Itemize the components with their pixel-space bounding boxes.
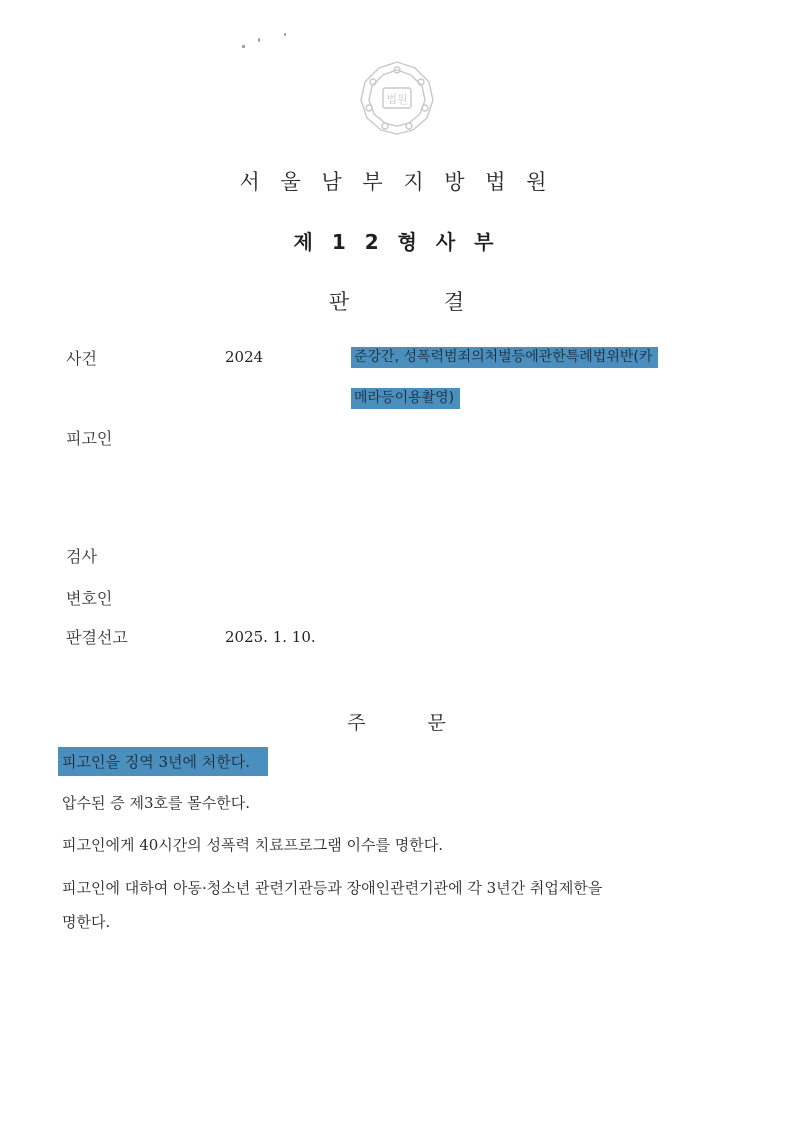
case-name-line1-text: 준강간, 성폭력범죄의처벌등에관한특례법위반(카: [351, 347, 658, 368]
defense-counsel-label: 변호인: [66, 589, 113, 608]
defendant-label: 피고인: [66, 429, 113, 448]
scan-artifact: [258, 38, 260, 42]
order-sentence: 피고인을 징역 3년에 처한다.: [58, 747, 268, 776]
case-name-line2: [351, 387, 460, 407]
order-employment-restriction: 피고인에 대하여 아동·청소년 관련기관등과 장애인관련기관에 각 3년간 취업제한을: [62, 879, 603, 897]
sentencing-date-label: 판결선고: [66, 628, 128, 647]
scan-artifact: [242, 45, 245, 48]
sentencing-date-value: 2025. 1. 10.: [225, 628, 316, 646]
court-seal-icon: [357, 58, 437, 138]
case-label: 사건: [66, 349, 97, 368]
case-name-line2-text: 메라등이용촬영): [351, 388, 460, 409]
division-name: 제 1 2 형 사 부: [293, 230, 500, 254]
case-number: 2024: [225, 348, 264, 366]
seal-text: 법원: [386, 93, 408, 106]
main-text-title: 주 문: [347, 712, 446, 734]
case-name-line1: [351, 346, 658, 366]
prosecutor-label: 검사: [66, 547, 97, 566]
order-confiscation: 압수된 증 제3호를 몰수한다.: [62, 794, 251, 812]
scan-artifact: [284, 33, 286, 36]
court-name: 서 울 남 부 지 방 법 원: [239, 170, 554, 194]
document-type: 판 결: [328, 290, 465, 314]
order-treatment-program: 피고인에게 40시간의 성폭력 치료프로그램 이수를 명한다.: [62, 836, 443, 854]
order-employment-restriction-cont: 명한다.: [62, 913, 111, 931]
